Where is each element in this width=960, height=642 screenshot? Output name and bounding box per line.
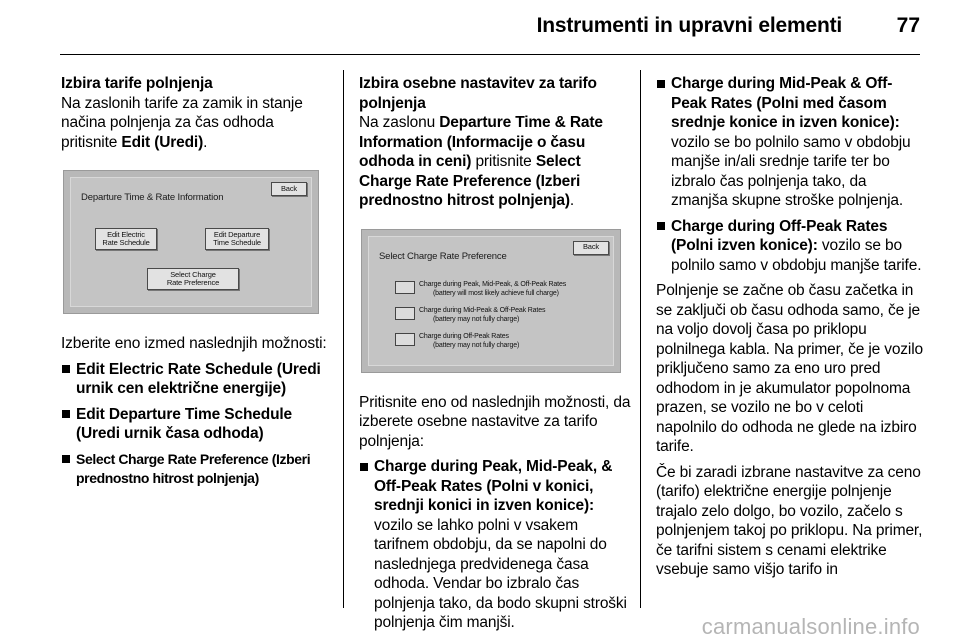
option-2-note: (battery may not fully charge) [433, 315, 520, 323]
select-charge-rate-button: Select Charge Rate Preference [147, 268, 239, 290]
column-2 [359, 74, 631, 639]
rate-option-title: Charge during Off-Peak Rates (Polni izven konice): [671, 217, 888, 254]
column-divider-1 [343, 70, 344, 608]
option-2-text [419, 306, 545, 324]
select-charge-label: Select Charge Rate Preference (Izberi prednostno hitrost polnjenja) [359, 153, 581, 209]
rate-option-title: Charge during Mid-Peak & Off-Peak Rates (Polni med časom srednje konice in izven konice): [671, 75, 900, 131]
instruction-paragraph [359, 113, 631, 211]
option-2-label: Charge during Mid-Peak & Off-Peak Rates [419, 306, 546, 314]
option-1-text [419, 280, 566, 298]
back-button: Back [271, 182, 307, 196]
heading-rate-selection: Izbira tarife polnjenja [61, 75, 213, 92]
charging-paragraph: Polnjenje se začne ob času začetka in se zaključi ob času odhoda samo, če je na voljo dovolj časa po priklopu polnilnega kabla. Na primer, če je vozilo priključeno samo za eno uro pred odhodom in je akumulator popolnoma prazen, se vozilo ne bo v celoti napolnilo do odhoda ne glede na izbiro tarife. [656, 282, 923, 455]
edit-electric-rate-button: Edit Electric Rate Schedule [95, 228, 157, 250]
option-3-text [419, 332, 519, 350]
back-button: Back [573, 241, 609, 255]
choose-option-text: Izberite eno izmed naslednjih možnosti: [61, 335, 327, 352]
column-divider-2 [640, 70, 641, 608]
screen-panel [368, 236, 614, 366]
option-checkbox-2 [395, 307, 415, 320]
rate-option-desc: vozilo se bo polnilo samo v obdobju manjše tarife. [671, 237, 922, 274]
rate-option-title: Charge during Peak, Mid-Peak, & Off-Peak Rates (Polni v konici, srednji konici in izven konice): [374, 458, 613, 514]
option-list [61, 360, 333, 489]
edit-label: Edit (Uredi) [121, 133, 204, 151]
rate-option-desc: vozilo se bo polnilo samo v obdobju manjše in/ali srednje tarife ter bo izbralo čas polnjenja tako, da zmanjša skupne stroške polnjenja. [671, 133, 911, 209]
instruction-end: . [569, 192, 575, 209]
option-checkbox-3 [395, 333, 415, 346]
header-rule [60, 54, 920, 55]
list-item: Select Charge Rate Preference (Izberi prednostno hitrost polnjenja) [61, 450, 333, 489]
option-1-label: Charge during Peak, Mid-Peak, & Off-Peak Rates [419, 280, 567, 288]
intro-text: Na zaslonih tarife za zamik in stanje načina polnjenja za čas odhoda pritisnite [61, 94, 303, 151]
intro-end: . [203, 133, 208, 151]
rate-option-list-continued [656, 74, 924, 275]
tariff-paragraph: Če bi zaradi izbrane nastavitve za ceno (tarifo) električne energije polnjenje trajalo zelo dolgo, bo vozilo, začelo s polnjenjem takoj po priklopu. Na primer, če tarifni sistem s cenami elektrike vsebuje samo višjo tarifo in [656, 463, 923, 578]
charge-rate-screen-image [361, 229, 621, 373]
screen-title: Select Charge Rate Preference [379, 250, 507, 262]
departure-info-screen-image [63, 170, 319, 314]
page-number: 77 [896, 14, 920, 37]
section-title: Instrumenti in upravni elementi [536, 14, 842, 37]
screen-title: Departure Time & Rate Information [81, 192, 224, 203]
instruction-mid: pritisnite [471, 153, 536, 170]
page-header [0, 0, 960, 62]
column-1 [61, 74, 333, 495]
screen-name-label: Departure Time & Rate Information (Informacije o času odhoda in ceni) [359, 114, 603, 170]
column-3 [656, 74, 924, 586]
list-item [359, 457, 631, 633]
option-3-label: Charge during Off-Peak Rates [419, 332, 509, 340]
press-option-text: Pritisnite eno od naslednjih možnosti, da izberete osebne nastavitve za tarifo polnjenja: [359, 393, 631, 450]
list-item [656, 217, 924, 276]
list-item: Edit Departure Time Schedule (Uredi urnik časa odhoda) [61, 405, 333, 444]
instruction-text: Na zaslonu [359, 114, 440, 131]
rate-option-list [359, 457, 631, 633]
rate-option-desc: vozilo se lahko polni v vsakem tarifnem obdobju, da se napolni do naslednjega predvidenega časa odhoda. Vendar bo izbralo čas polnjenja tako, da bodo skupni stroški polnjenja čim manjši. [374, 516, 627, 631]
edit-departure-time-button: Edit Departure Time Schedule [205, 228, 269, 250]
list-item: Edit Electric Rate Schedule (Uredi urnik cen električne energije) [61, 360, 333, 399]
option-3-note: (battery may not fully charge) [433, 341, 520, 349]
screen-panel [70, 177, 312, 307]
intro-paragraph [61, 94, 333, 153]
list-item [656, 74, 924, 211]
option-checkbox-1 [395, 281, 415, 294]
watermark: carmanualsonline.info [701, 614, 920, 639]
heading-personal-setting: Izbira osebne nastavitev za tarifo polnjenja [359, 75, 597, 112]
option-1-note: (battery will most likely achieve full charge) [433, 289, 559, 297]
